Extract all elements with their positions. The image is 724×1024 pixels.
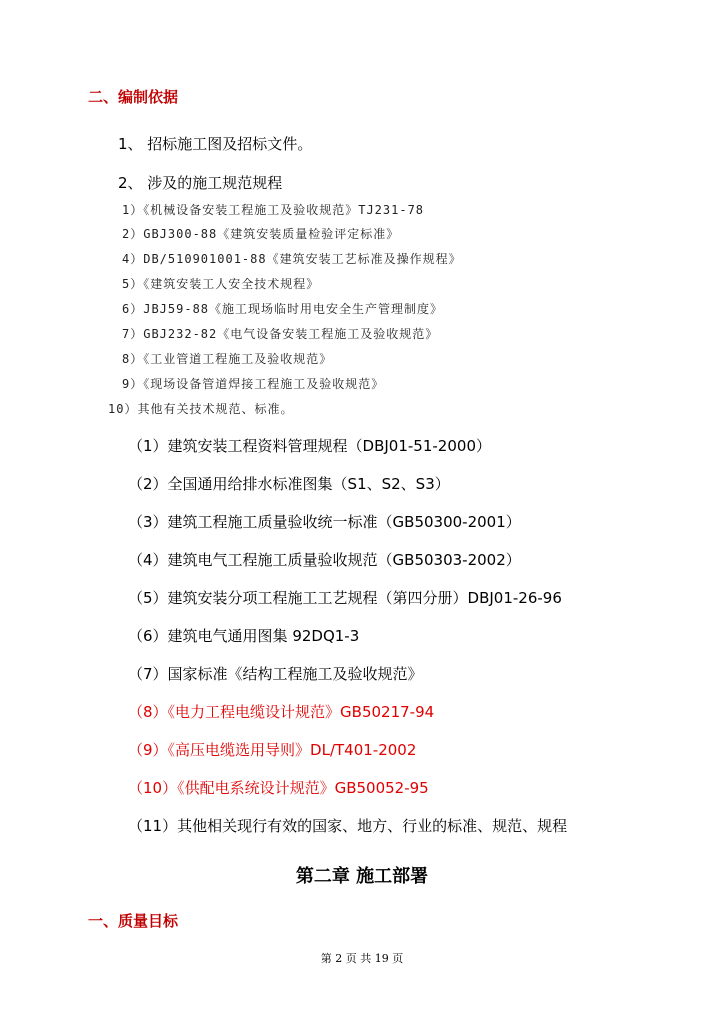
standard-item: 4）DB/510901001-88《建筑安装工艺标准及操作规程》 [122, 252, 462, 266]
reference-item: （7）国家标准《结构工程施工及验收规范》 [128, 665, 423, 683]
reference-item: （11）其他相关现行有效的国家、地方、行业的标准、规范、规程 [128, 817, 568, 835]
list-item: 1、 招标施工图及招标文件。 [118, 135, 313, 153]
reference-item: （5）建筑安装分项工程施工工艺规程（第四分册）DBJ01-26-96 [128, 589, 562, 607]
chapter-title: 第二章 施工部署 [295, 866, 429, 887]
standard-item: 1）《机械设备安装工程施工及验收规范》TJ231-78 [122, 203, 425, 217]
standard-item: 5）《建筑安装工人安全技术规程》 [122, 277, 320, 291]
list-item: 2、 涉及的施工规范规程 [118, 174, 283, 192]
reference-item: （2）全国通用给排水标准图集（S1、S2、S3） [128, 475, 450, 493]
standard-item: 7）GBJ232-82《电气设备安装工程施工及验收规范》 [122, 327, 439, 341]
section-heading: 二、编制依据 [88, 88, 179, 106]
reference-item: （4）建筑电气工程施工质量验收规范（GB50303-2002） [128, 551, 521, 569]
standard-item: 9）《现场设备管道焊接工程施工及验收规范》 [122, 377, 385, 391]
reference-item-highlighted: （9）《高压电缆选用导则》DL/T401-2002 [128, 741, 417, 759]
reference-item: （1）建筑安装工程资料管理规程（DBJ01-51-2000） [128, 437, 491, 455]
reference-item-highlighted: （8）《电力工程电缆设计规范》GB50217-94 [128, 703, 435, 721]
reference-item-highlighted: （10）《供配电系统设计规范》GB50052-95 [128, 779, 429, 797]
standard-item: 6）JBJ59-88《施工现场临时用电安全生产管理制度》 [122, 302, 444, 316]
standard-item: 10）其他有关技术规范、标准。 [108, 402, 294, 416]
subsection-heading: 一、质量目标 [88, 912, 179, 930]
standard-item: 8）《工业管道工程施工及验收规范》 [122, 352, 333, 366]
standard-item: 2）GBJ300-88《建筑安装质量检验评定标准》 [122, 227, 400, 241]
reference-item: （3）建筑工程施工质量验收统一标准（GB50300-2001） [128, 513, 521, 531]
reference-item: （6）建筑电气通用图集 92DQ1-3 [128, 627, 360, 645]
page-footer: 第 2 页 共 19 页 [320, 952, 404, 965]
